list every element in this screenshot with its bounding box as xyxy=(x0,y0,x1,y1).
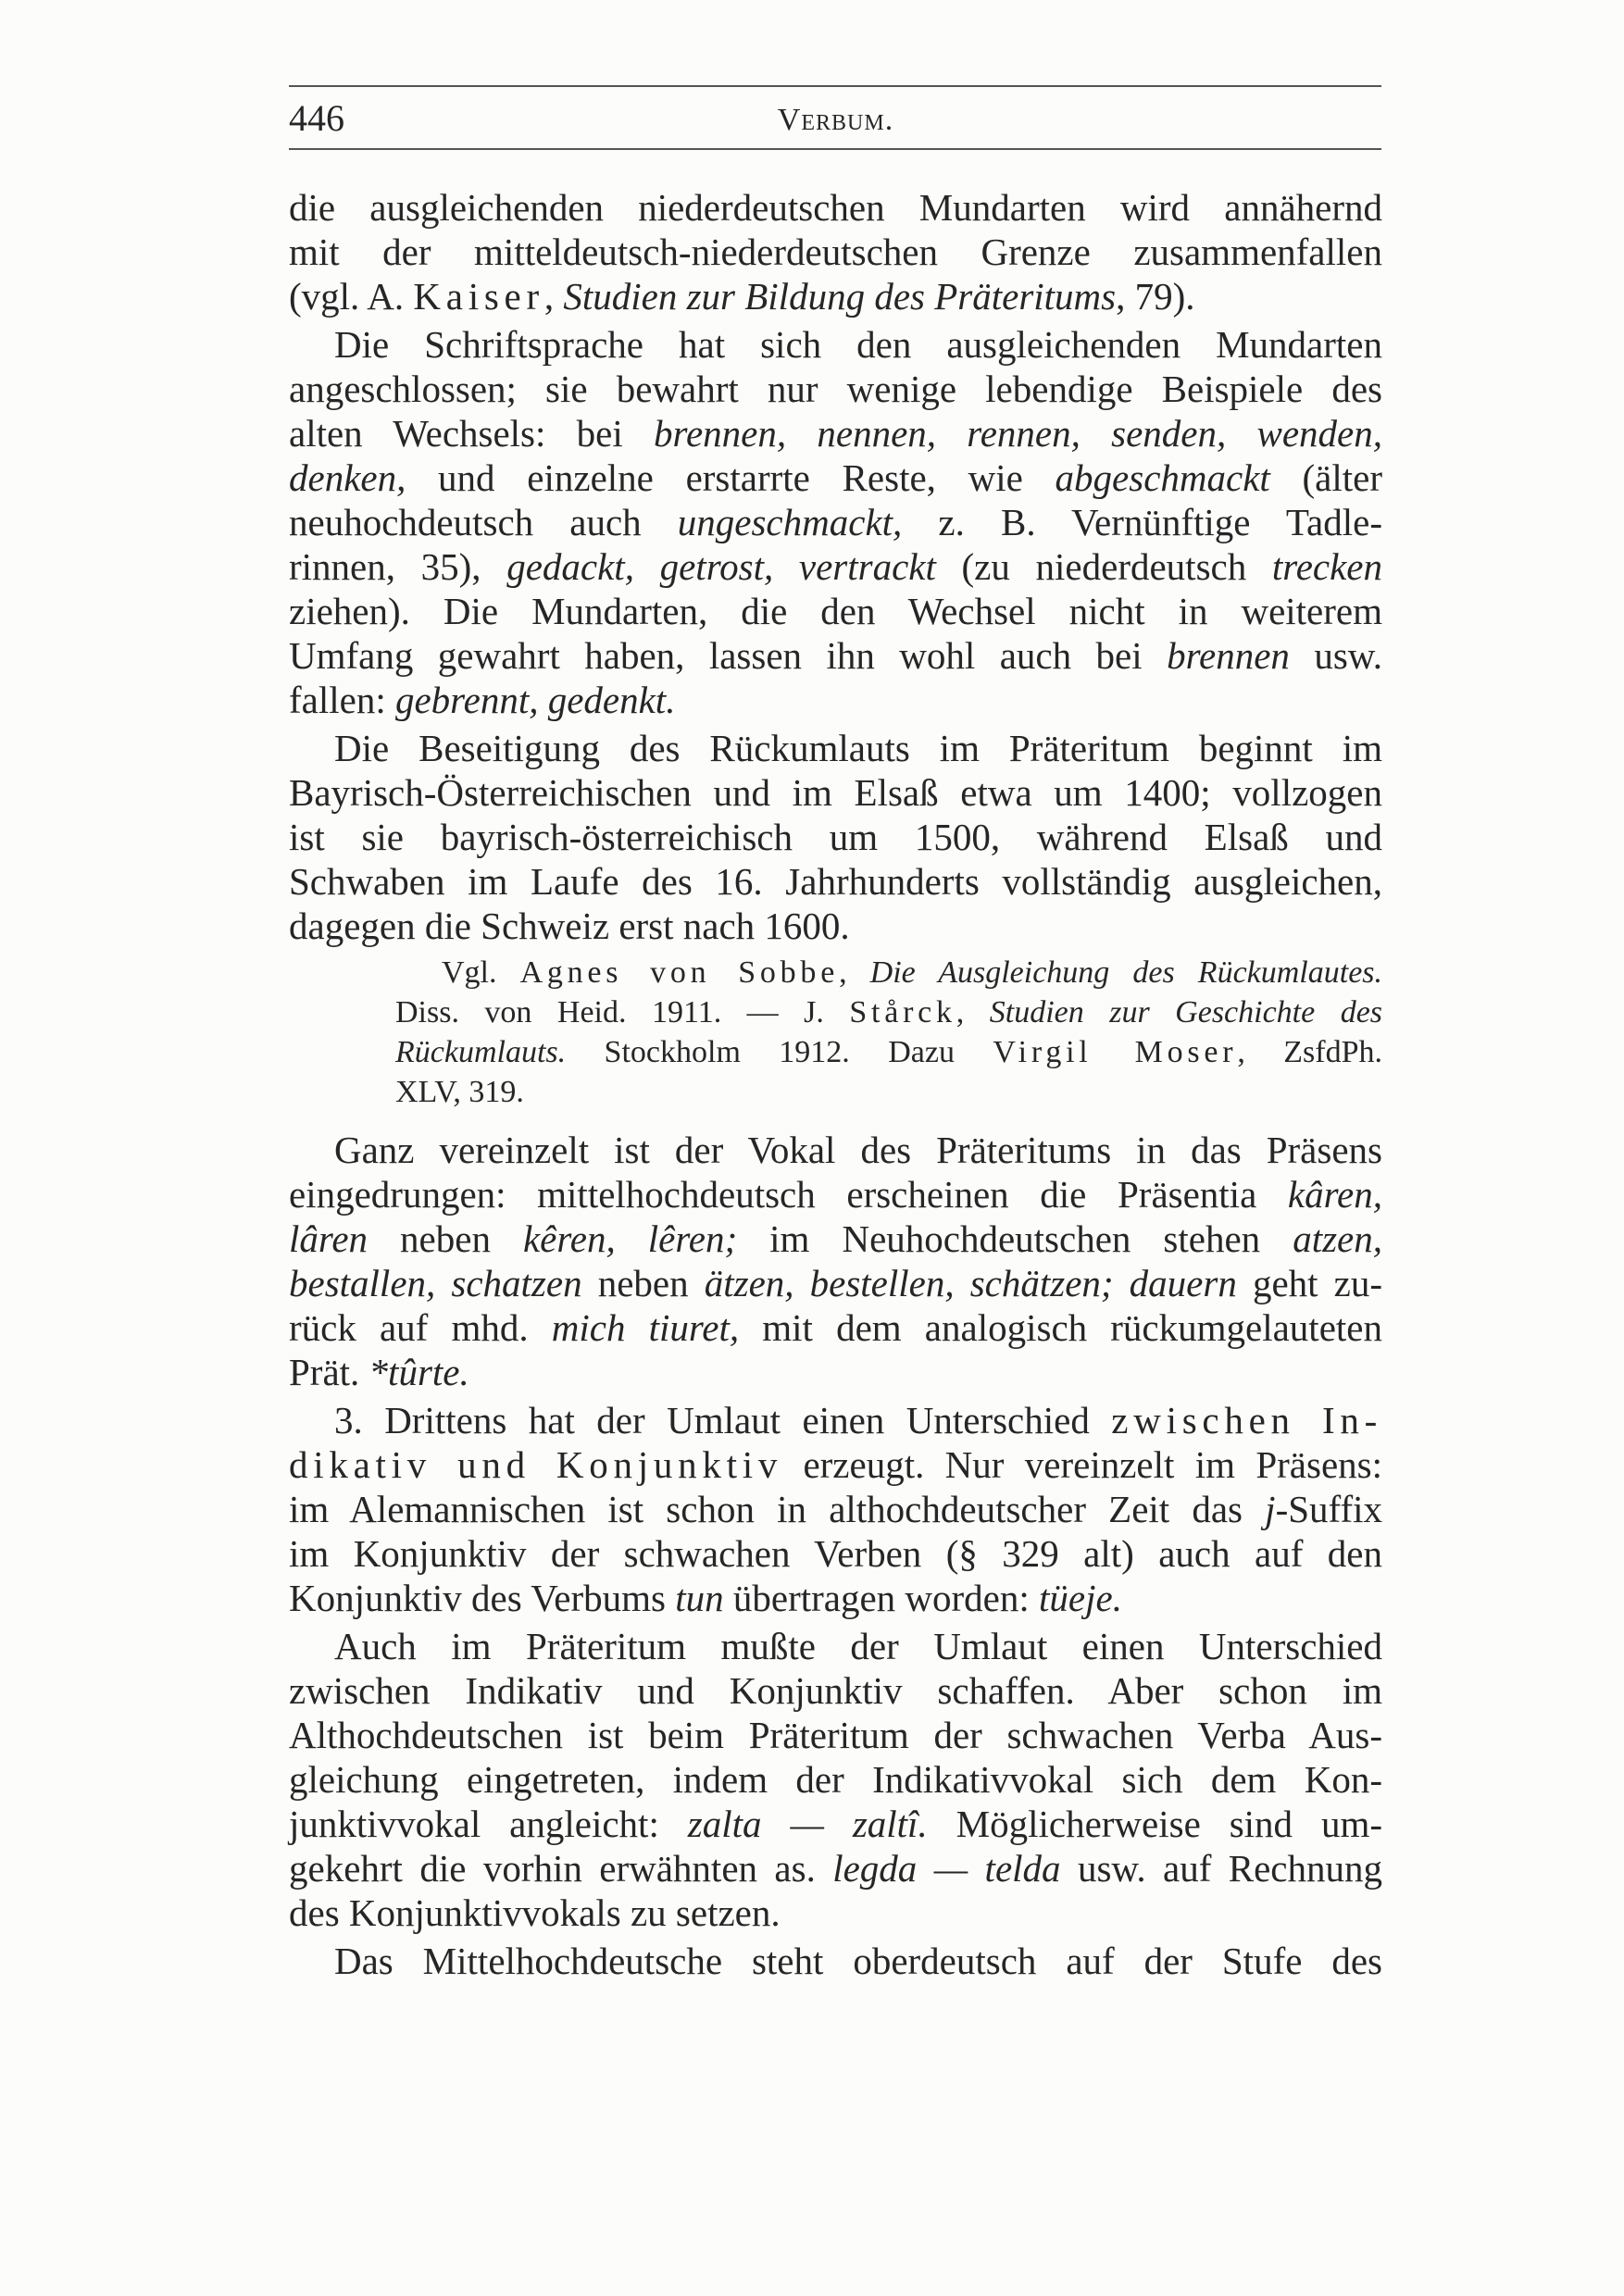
text: Bayrisch-Österreichischen und im Elsaß etwa um 1400; vollzogen xyxy=(289,771,1382,814)
text-line xyxy=(289,589,1382,633)
text-line xyxy=(289,1757,1382,1802)
text: Ganz vereinzelt ist der Vokal des Präteritums in das Präsens xyxy=(334,1129,1382,1171)
text: (vgl. A. xyxy=(289,275,414,318)
footnote xyxy=(395,953,1382,1112)
text-line xyxy=(289,411,1382,455)
text-line xyxy=(289,500,1382,544)
text: , xyxy=(543,275,564,318)
text-line xyxy=(289,1217,1382,1261)
page-number: 446 xyxy=(289,97,344,139)
italic-text: atzen, xyxy=(1293,1217,1382,1260)
italic-text: Studien zur Bildung des Präteritums xyxy=(563,275,1117,318)
text-line xyxy=(289,367,1382,411)
text: rinnen, 35), xyxy=(289,545,507,588)
text-line xyxy=(289,1713,1382,1757)
text: usw. xyxy=(1289,634,1383,677)
text: 3. Drittens hat der Umlaut einen Unterschied xyxy=(334,1399,1112,1441)
text: Stockholm 1912. Dazu xyxy=(566,1035,993,1069)
text-line xyxy=(395,953,1382,992)
italic-text: tun xyxy=(675,1577,724,1619)
text: ziehen). Die Mundarten, die den Wechsel nicht in weiterem xyxy=(289,590,1382,632)
text: Die Schriftsprache hat sich den ausgleichenden Mundarten xyxy=(334,323,1382,366)
text: mit der mitteldeutsch-niederdeutschen Grenze zusammenfallen xyxy=(289,231,1382,273)
text: eingedrungen: mittelhochdeutsch erscheinen die Präsentia xyxy=(289,1173,1288,1216)
text: Das Mittelhochdeutsche steht oberdeutsch auf der Stufe des xyxy=(334,1940,1382,1982)
text: dagegen die Schweiz erst nach 1600. xyxy=(289,905,850,947)
text-line xyxy=(289,1668,1382,1713)
italic-text: kêren, lêren; xyxy=(522,1217,738,1260)
text: Auch im Präteritum mußte der Umlaut einen Unterschied xyxy=(334,1625,1382,1667)
italic-text: trecken xyxy=(1271,545,1382,588)
italic-text: legda — telda xyxy=(832,1847,1061,1890)
text: gekehrt die vorhin erwähnten as. xyxy=(289,1847,833,1890)
text: Diss. von Heid. 1911. — J. xyxy=(395,995,850,1029)
italic-text: brennen xyxy=(1167,634,1290,677)
paragraph xyxy=(289,185,1382,318)
text: des Konjunktivvokals zu setzen. xyxy=(289,1891,781,1934)
text-line xyxy=(289,230,1382,274)
text: , xyxy=(839,955,870,990)
text-line xyxy=(289,1576,1382,1620)
text: angeschlossen; sie bewahrt nur wenige lebendige Beispiele des xyxy=(289,368,1382,410)
text-line xyxy=(289,1624,1382,1668)
text: , 79). xyxy=(1116,275,1195,318)
text: z. B. Vernünftige Tadle- xyxy=(902,501,1382,543)
text: Umfang gewahrt haben, lassen ihn wohl auch bei xyxy=(289,634,1168,677)
text-line xyxy=(289,726,1382,770)
text-line xyxy=(289,859,1382,904)
text: neben xyxy=(368,1217,523,1260)
text: die ausgleichenden niederdeutschen Mundarten wird annähernd xyxy=(289,186,1382,229)
paragraph xyxy=(289,1128,1382,1394)
text: usw. auf Rechnung xyxy=(1060,1847,1382,1890)
text: Althochdeutschen ist beim Präteritum der schwachen Verba Aus- xyxy=(289,1714,1382,1756)
paragraph xyxy=(289,1398,1382,1620)
text-line xyxy=(289,1531,1382,1576)
text: (zu niederdeutsch xyxy=(935,545,1272,588)
text: Möglicherweise sind um- xyxy=(927,1803,1383,1845)
text: junktivvokal angleicht: xyxy=(289,1803,688,1845)
text-line xyxy=(395,1072,1382,1112)
text-line xyxy=(289,1442,1382,1487)
italic-text: brennen, nennen, rennen, senden, wenden, xyxy=(654,412,1382,455)
running-head: Verbum. xyxy=(777,103,894,137)
italic-text: lâren xyxy=(289,1217,369,1260)
italic-text: *tûrte. xyxy=(369,1351,469,1393)
text: -Suffix xyxy=(1275,1488,1382,1530)
text: Vgl. xyxy=(442,955,520,990)
paragraph xyxy=(289,1939,1382,1983)
page-body xyxy=(289,185,1382,1983)
text-line xyxy=(289,544,1382,589)
text: neuhochdeutsch auch xyxy=(289,501,678,543)
text-line xyxy=(395,1032,1382,1072)
text: übertragen worden: xyxy=(723,1577,1040,1619)
text-line xyxy=(289,1939,1382,1983)
text: , ZsfdPh. xyxy=(1237,1035,1382,1069)
spaced-name: Stårck xyxy=(849,995,956,1029)
italic-text: ungeschmackt, xyxy=(677,501,903,543)
text-line xyxy=(289,185,1382,230)
text: XLV, 319. xyxy=(395,1075,524,1109)
text: mit dem analogisch rückumgelauteten xyxy=(739,1306,1382,1349)
text: fallen: xyxy=(289,679,395,721)
text: im Alemannischen ist schon in althochdeutscher Zeit das xyxy=(289,1488,1266,1530)
italic-text: mich tiuret, xyxy=(551,1306,740,1349)
text-line xyxy=(289,904,1382,948)
italic-text: j xyxy=(1265,1488,1276,1530)
text-line xyxy=(289,1128,1382,1172)
header-rule-bottom xyxy=(289,148,1381,150)
text-line xyxy=(289,1261,1382,1305)
italic-text: kâren, xyxy=(1287,1173,1382,1216)
text: im Neuhochdeutschen stehen xyxy=(737,1217,1293,1260)
italic-text: zalta — zaltî. xyxy=(687,1803,928,1845)
text-line xyxy=(289,1890,1382,1935)
italic-text: Rückumlauts. xyxy=(395,1035,567,1069)
spaced-name: Kaiser xyxy=(413,275,544,318)
italic-text: abgeschmackt xyxy=(1055,456,1270,499)
italic-text: Studien zur Geschichte des xyxy=(989,995,1383,1029)
text-line xyxy=(289,322,1382,367)
spaced-name: Agnes von Sobbe xyxy=(519,955,840,990)
paragraph xyxy=(289,1624,1382,1935)
text-line xyxy=(289,770,1382,815)
text: zwischen Indikativ und Konjunktiv schaffen. Aber schon im xyxy=(289,1669,1382,1712)
text: , xyxy=(956,995,990,1029)
paragraph xyxy=(289,322,1382,722)
text: ist sie bayrisch-österreichisch um 1500, während Elsaß und xyxy=(289,816,1382,858)
text-line xyxy=(289,1398,1382,1442)
italic-text: tüeje. xyxy=(1039,1577,1122,1619)
text: Die Beseitigung des Rückumlauts im Präteritum beginnt im xyxy=(334,727,1382,769)
text-line xyxy=(289,1172,1382,1217)
spaced-name: Virgil Moser xyxy=(993,1035,1238,1069)
text: gleichung eingetreten, indem der Indikativvokal sich dem Kon- xyxy=(289,1758,1382,1801)
text: (älter xyxy=(1269,456,1382,499)
text-line xyxy=(289,633,1382,678)
text-line xyxy=(289,455,1382,500)
italic-text: gebrennt, gedenkt. xyxy=(394,679,676,721)
text-line xyxy=(289,1487,1382,1531)
italic-text: bestallen, schatzen xyxy=(289,1262,582,1304)
text: alten Wechsels: bei xyxy=(289,412,655,455)
paragraph xyxy=(289,726,1382,948)
text: erzeugt. Nur vereinzelt im Präsens: xyxy=(782,1443,1382,1486)
text: Prät. xyxy=(289,1351,369,1393)
header-rule-top xyxy=(289,85,1381,87)
text: rück auf mhd. xyxy=(289,1306,552,1349)
italic-text: gedackt, getrost, vertrackt xyxy=(506,545,936,588)
text-line xyxy=(289,815,1382,859)
text-line xyxy=(289,1846,1382,1890)
italic-text: ätzen, bestellen, schätzen; dauern xyxy=(704,1262,1237,1304)
italic-text: Die Ausgleichung des Rückumlautes. xyxy=(869,955,1383,990)
spaced-name: zwischen In- xyxy=(1111,1399,1382,1441)
text: und einzelne erstarrte Reste, wie xyxy=(406,456,1056,499)
text-line xyxy=(289,1305,1382,1350)
text-line xyxy=(289,1802,1382,1846)
text: Schwaben im Laufe des 16. Jahrhunderts vollständig ausgleichen, xyxy=(289,860,1382,903)
text: neben xyxy=(581,1262,705,1304)
text: im Konjunktiv der schwachen Verben (§ 329 alt) auch auf den xyxy=(289,1532,1382,1575)
text-line xyxy=(289,274,1382,318)
text-line xyxy=(395,992,1382,1032)
text: geht zu- xyxy=(1236,1262,1382,1304)
italic-text: denken, xyxy=(289,456,406,499)
text-line xyxy=(289,678,1382,722)
text-line xyxy=(289,1350,1382,1394)
spaced-name: dikativ und Konjunktiv xyxy=(289,1443,783,1486)
text: Konjunktiv des Verbums xyxy=(289,1577,676,1619)
